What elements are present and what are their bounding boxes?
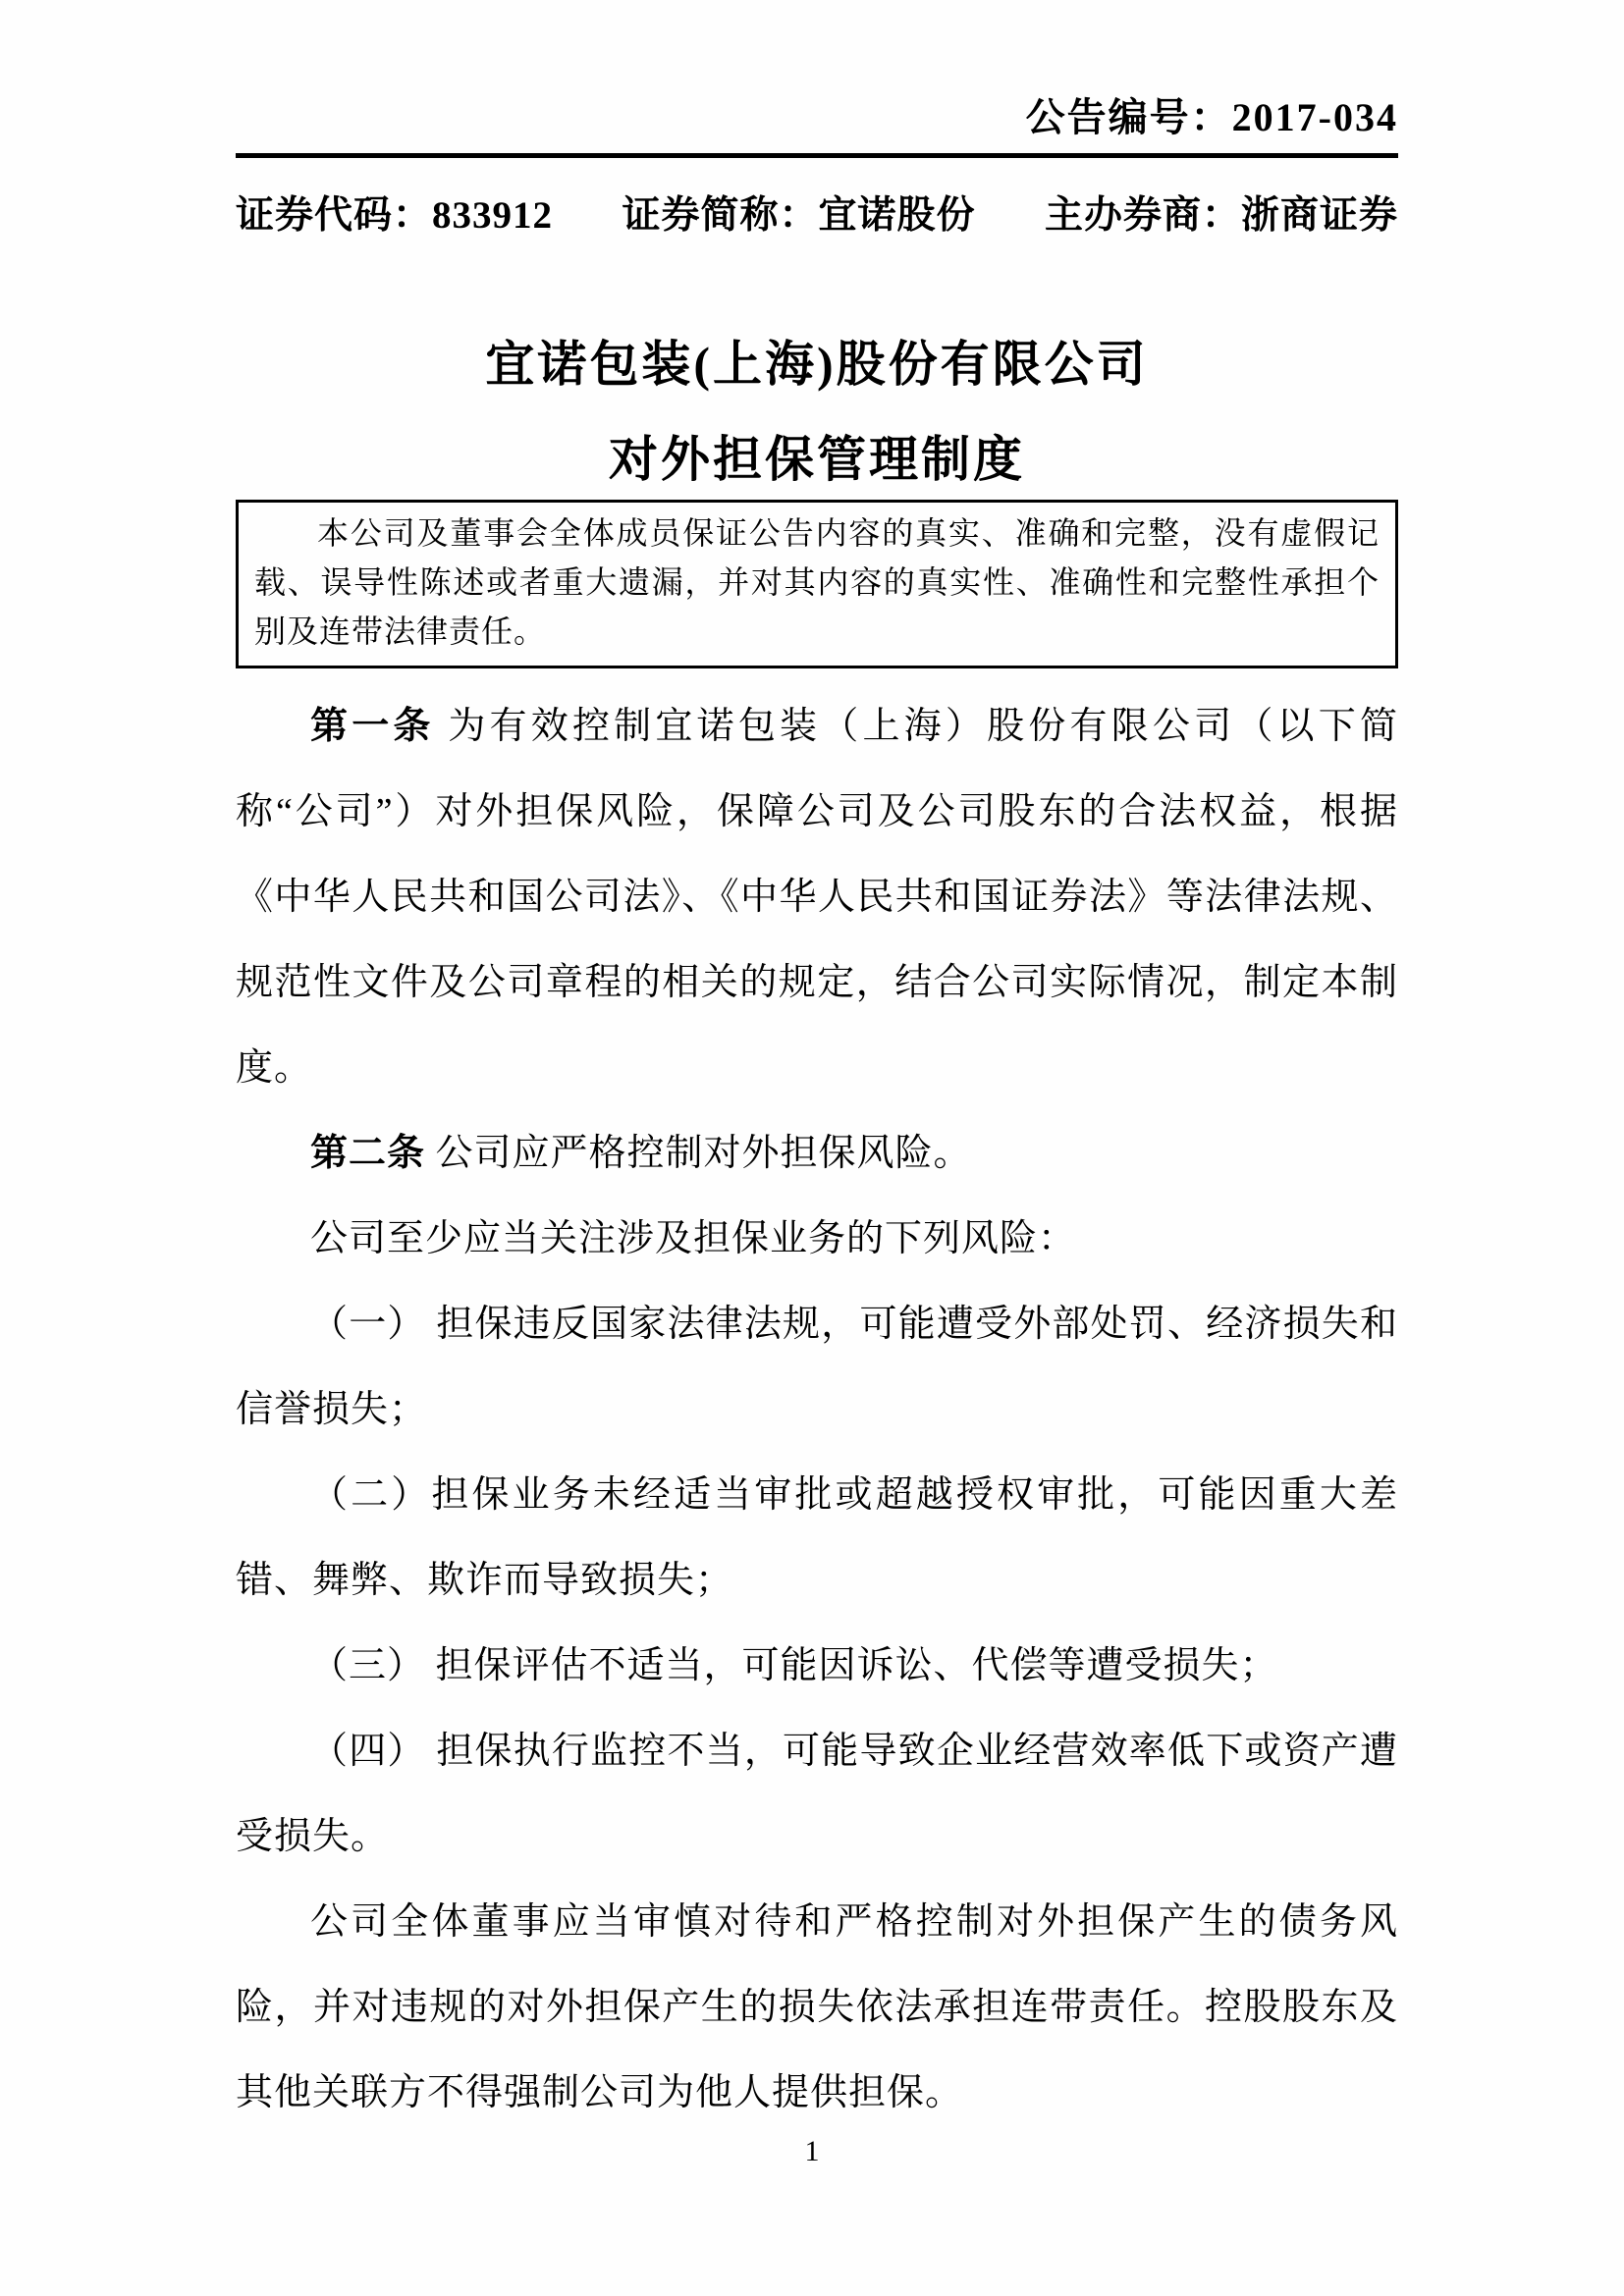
company-title: 宜诺包装(上海)股份有限公司 xyxy=(485,337,1149,392)
clause-label: 第二条 xyxy=(310,1133,436,1174)
body-paragraph: （二）担保业务未经适当审批或超越授权审批，可能因重大差错、舞弊、欺诈而导致损失； xyxy=(236,1474,1398,1601)
sponsor-broker: 主办券商：浙商证券 xyxy=(1044,194,1398,237)
securities-info-row xyxy=(236,191,1398,240)
page-number: 1 xyxy=(804,2135,820,2167)
header-divider xyxy=(236,153,1398,158)
body-paragraph: （四） 担保执行监控不当，可能导致企业经营效率低下或资产遭受损失。 xyxy=(236,1731,1398,1857)
body-paragraph: （三） 担保评估不适当，可能因诉讼、代偿等遭受损失； xyxy=(310,1645,1278,1686)
disclaimer-text: 本公司及董事会全体成员保证公告内容的真实、准确和完整，没有虚假记载、误导性陈述或者重大遗漏，并对其内容的真实性、准确性和完整性承担个别及连带法律责任。 xyxy=(254,515,1380,649)
body-paragraph: 公司至少应当关注涉及担保业务的下列风险： xyxy=(310,1218,1077,1259)
stock-name: 证券简称：宜诺股份 xyxy=(622,194,976,237)
body-paragraph: 第二条 公司应严格控制对外担保风险。 xyxy=(310,1133,972,1174)
disclaimer-box xyxy=(236,500,1398,668)
document-body xyxy=(236,684,1398,2136)
body-paragraph: （一） 担保违反国家法律法规，可能遭受外部处罚、经济损失和信誉损失； xyxy=(236,1304,1398,1430)
body-paragraph: 公司全体董事应当审慎对待和严格控制对外担保产生的债务风险，并对违规的对外担保产生的损失依法承担连带责任。控股股东及其他关联方不得强制公司为他人提供担保。 xyxy=(236,1901,1398,2113)
body-paragraph: 第一条 为有效控制宜诺包装（上海）股份有限公司（以下简称“公司”）对外担保风险，保障公司及公司股东的合法权益，根据《中华人民共和国公司法》、《中华人民共和国证券法》等法律法规、规范性文件及公司章程的相关的规定，结合公司实际情况，制定本制度。 xyxy=(236,706,1398,1089)
stock-code: 证券代码：833912 xyxy=(236,194,554,237)
announcement-number: 公告编号：2017-034 xyxy=(1025,95,1398,139)
document-title: 对外担保管理制度 xyxy=(609,432,1025,487)
clause-label: 第一条 xyxy=(310,706,449,747)
